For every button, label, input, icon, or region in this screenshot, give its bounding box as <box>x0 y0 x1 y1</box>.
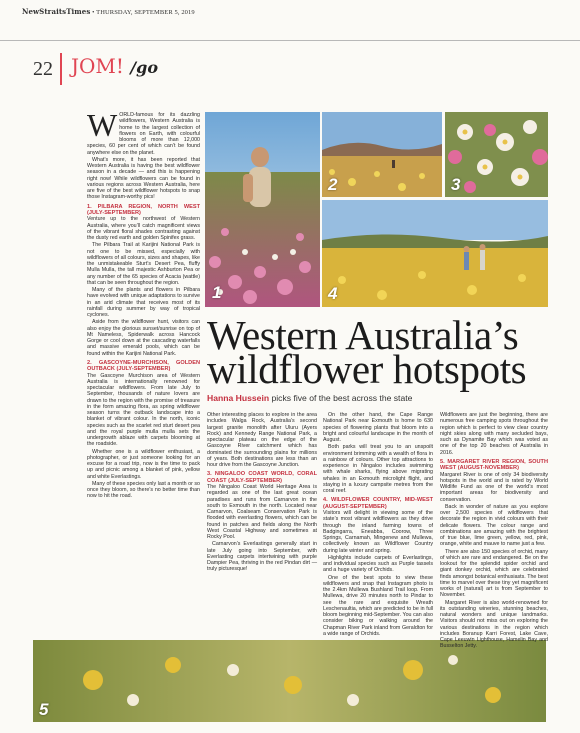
intro-paragraph-2: What’s more, it has been reported that Western Australia is having the best wildflower season in a decade — and this is happening right now! While wildflowers can be found in various regions across Western Australia, here are five of the best wildflower hotspots to snap those Instagram-worthy pics! <box>87 156 200 201</box>
s4-paragraph: Wildflowers are just the beginning, there are numerous free camping spots throughout the region which is perfect to view clear country night skies along with many secluded bays, such as Dynamite Bay which was voted as one of the top 20 beaches of Australia in 2016. <box>440 412 548 456</box>
section-3-heading: 3. NINGALOO COAST WORLD, CORAL COAST (JULY-SEPTEMBER) <box>207 471 317 484</box>
s1-paragraph: The Pilbara Trail at Karijini National Park is not one to be missed, especially with wildflowers of all colours, sizes and shapes, like the unmistakeable Sturt’s Desert Pea, fluffy Mulla Mulla, the tall majestic Ashburton Pea or any number of the 65 species of Acacia (wattle) that can be seen throughout the region. <box>87 242 200 286</box>
brand-jom: JOM! <box>71 54 124 78</box>
section-2-heading: 2. GASCOYNE-MURCHISON, GOLDEN OUTBACK (JULY-SEPTEMBER) <box>87 359 200 373</box>
page-number: 22 <box>33 58 53 80</box>
s5-paragraph: Margaret River is one of only 34 biodiversity hotspots in the world and is rated by World Wildlife Fund as one of the world’s most important areas for biodiversity and conservation. <box>440 471 548 503</box>
s5-paragraph: There are also 150 species of orchid, many of which are rare and endangered. Be on the lookout for the splendid spider orchid and giant donkey orchid, which are celebrated finds amongst botanical enthusiasts. The best time to marvel over these tiny yet magnificent works of (natural) art is from September to November. <box>440 548 548 599</box>
photo-2-image <box>322 112 442 197</box>
section-4-heading: 4. WILDFLOWER COUNTRY, MID-WEST (AUGUST-SEPTEMBER) <box>323 497 433 510</box>
s5-paragraph: Margaret River is also world-renowned for its outstanding wineries, stunning beaches, natural wonders and unique landmarks. Visitors should not miss out on exploring the various destinations in the region which includes Boranup Karri Forest, Lake Cave, Cape Leeuwin Lighthouse, Hamelin Bay and Busselton Jetty. <box>440 599 548 650</box>
article-column-2 <box>207 412 317 638</box>
article-column-1 <box>87 107 200 640</box>
s4-paragraph: One of the best spots to view these wildflowers and snap that Instagram photo is the 2.4km Mullewa Bushland Trail loop. From Mullewa, drive 20 minutes north to Pindar to see the rare and exquisite Wreath Leschenaultia, which are predicted to be in full bloom beginning mid-September. You can also consider biking or walking around the Chapman River Park inland from Geraldton for a wide range of Orchids. <box>323 574 433 637</box>
s1-paragraph: Venture up to the northwest of Western Australia, where you’ll catch magnificent views of the vibrant floral shades contrasting against the dusty red earth and golden Spinifex grass. <box>87 216 200 242</box>
photo-4-image <box>322 200 548 307</box>
brand-slash: / <box>130 58 137 77</box>
s3-paragraph: Both parks will treat you to an unspoilt environment brimming with a wealth of flora in a rainbow of colours. Other top attractions to experience in Ningaloo includes swimming with whale sharks, flying above migrating whales in an Exmouth microlight flight, and staying in a luxury campsite metres from the coral reef. <box>323 444 433 494</box>
masthead <box>22 7 195 16</box>
section-divider <box>60 53 62 85</box>
photo-1-image <box>205 112 320 307</box>
byline-text: picks five of the best across the state <box>271 393 413 403</box>
drop-cap: W <box>87 107 118 143</box>
section-5-heading: 5. MARGARET RIVER REGION, SOUTH WEST (AUGUST-NOVEMBER) <box>440 458 548 472</box>
paper-name: NewStraitsTimes <box>22 7 91 16</box>
section-1-heading: 1. PILBARA REGION, NORTH WEST (JULY-SEPTEMBER) <box>87 203 200 216</box>
issue-date: • THURSDAY, SEPTEMBER 5, 2019 <box>92 9 195 16</box>
s3-paragraph: On the other hand, the Cape Range National Park near Exmouth is home to 630 species of flowering plants that bloom into a bright and colourful landscape in the month of August. <box>323 412 433 443</box>
photo-4-number: 4 <box>328 284 338 303</box>
byline-author: Hanna Hussein <box>207 393 270 403</box>
photo-1-pilbara <box>205 112 320 307</box>
headline <box>207 312 527 392</box>
byline <box>207 393 412 403</box>
section-brand <box>71 54 158 78</box>
photo-1-number: 1 <box>212 283 222 302</box>
photo-5-margaret-river <box>33 640 546 722</box>
s2-paragraph: Many of these species only last a month or so once they bloom, so there’s no better time than now to hit the road. <box>87 480 200 500</box>
article-column-4 <box>440 412 548 650</box>
photo-5-image <box>33 640 546 722</box>
photo-3-ningaloo <box>445 112 548 197</box>
photo-3-number: 3 <box>451 175 461 194</box>
s3-paragraph: The Ningaloo Coast World Heritage Area is regarded as one of the last great ocean paradises and runs from Carnarvon in the south to Exmouth in the north. Located near Carnarvon, Coalseam Conservation Park is flooded with everlasting flowers, which can be found in patches and fields along the North West Coastal Highway and sometimes at Rocky Pool. <box>207 484 317 541</box>
s2-paragraph: The Gascoyne Murchison area of Western Australia is internationally renowned for spectacular wildflowers. From late July to September, thousands of nature lovers are drawn to the region with the promise of treasure in the form amazing flora, as spring wildflower season turns the outback landscape into a blanket of vibrant colour. In the north, iconic species such as the scarlet red sturt desert pea and the royal purple mulla mulla sets the undergrowth ablaze with carpets blooming at the roadside. <box>87 372 200 448</box>
headline-line-1: Western Australia’s <box>207 312 519 358</box>
article-column-3 <box>323 412 433 638</box>
photo-5-number: 5 <box>39 700 49 719</box>
s1-paragraph: Many of the plants and flowers in Pilbara have evolved with unique adaptations to survive in an arid climate that receives most of its rainfall during summer by way of tropical cyclones. <box>87 287 200 319</box>
s4-paragraph: Visitors will delight in viewing some of the state’s most vibrant wildflowers as they drive through the inland farming towns of Badgingarra, Eneabba, Coorow, Three Springs, Carnamah, Mingenew and Mullewa, collectively known as Wildflower Country during late winter and spring. <box>323 510 433 554</box>
intro-paragraph-1: WORLD-famous for its dazzling wildflowers, Western Australia is home to the largest collection of flowers on Earth, with colourful blooms of more than 12,000 species, 60 per cent of which can’t be found anywhere else on the planet. <box>87 107 200 156</box>
s2-paragraph: Whether one is a wildflower enthusiast, a photographer, or just someone looking for an excuse for a road trip, now is the time to pack up and picnic among a blanket of pink, yellow and white Everlastings. <box>87 448 200 480</box>
photo-2-number: 2 <box>328 175 338 194</box>
brand-go: go <box>136 58 158 77</box>
headline-line-2: wildflower hotspots <box>207 346 527 392</box>
s2-paragraph: Other interesting places to explore in the area includes Walga Rock, Australia’s second largest granite monolith after Uluru (Ayers Rock) and Kennedy Range National Park, a spectacular plateau on the edge of the Gascoyne River catchment which has dominated the surrounding plains for millions of years. Both destinations are less than an hour drive from the Gascoyne Junction. <box>207 412 317 468</box>
s4-paragraph: Highlights include carpets of Everlastings, and individual species such as Purple tassels and a huge variety of Orchids. <box>323 554 433 574</box>
s5-paragraph: Back in wonder of nature as you explore over 2,500 species of wildflowers that decorate the region in vivid colours with their delicate flowers. The colour range and combinations are amazing with the brightest of true blue, lime green, yellow, red, pink, orange, white and mauve to name just a few. <box>440 503 548 548</box>
photo-2-gascoyne <box>322 112 442 197</box>
s1-paragraph: Aside from the wildflower hunt, visitors can also enjoy the glorious sunset/sunrise on top of Mt Nameless, Spiderwalk across Hancock Gorge or cool down at the cascading waterfalls and massive emerald pools, which can be found within the Karijini National Park. <box>87 319 200 357</box>
s3-paragraph: Carnarvon’s Everlastings generally start in late July going into September, with Everlasting carpets intertwining with purple Dampier Pea, thriving in the red Pindan dirt — truly picturesque! <box>207 541 317 573</box>
photo-4-wildflower-country <box>322 200 548 307</box>
masthead-rule <box>0 40 580 41</box>
